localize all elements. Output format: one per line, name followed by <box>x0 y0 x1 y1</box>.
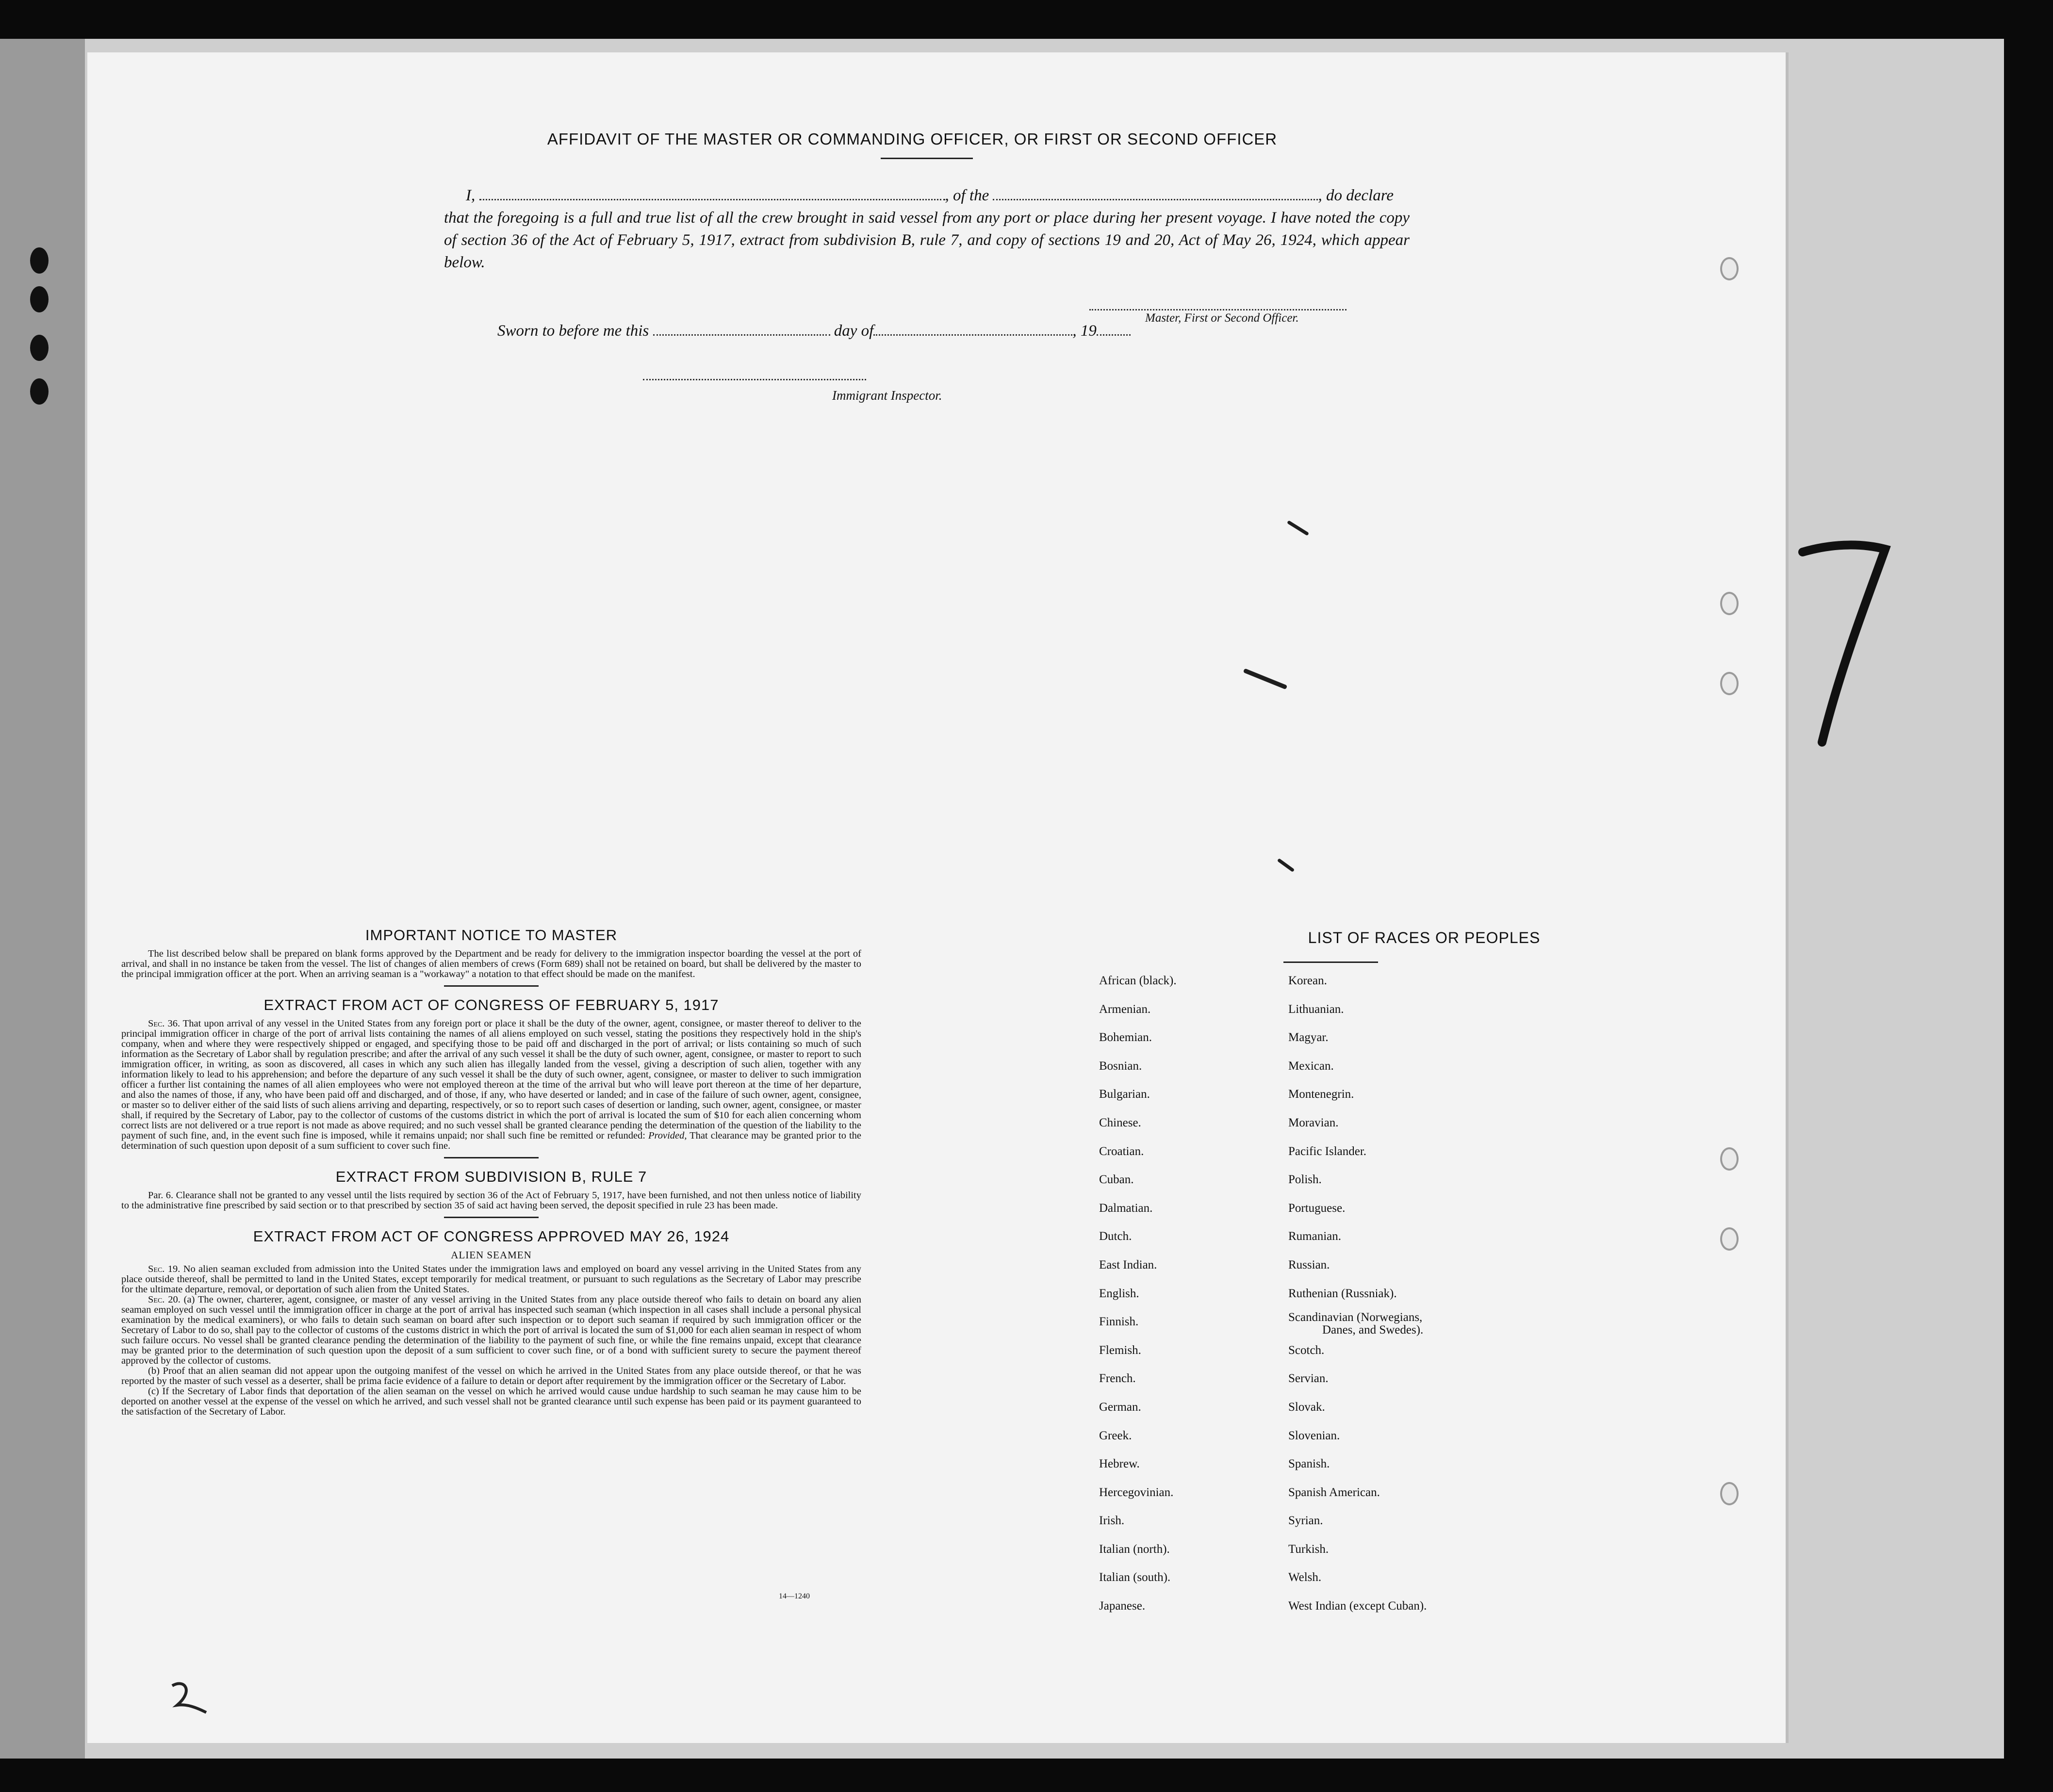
race-item: Russian. <box>1288 1258 1330 1271</box>
sworn-year: , 19 <box>1072 322 1097 340</box>
extract-1917-text <box>121 1019 861 1151</box>
sec-36-provided: Provided, <box>648 1130 687 1141</box>
punch-hole <box>1720 1482 1739 1505</box>
race-item: Greek. <box>1099 1429 1132 1442</box>
race-item: Flemish. <box>1099 1343 1141 1357</box>
race-item: Croatian. <box>1099 1144 1144 1158</box>
sec-20a-body: (a) The owner, charterer, agent, consignee, or master of any vessel arriving in the United States from any place outside thereof who fails to detain on board any alien seaman employed on such vessel until the immigration officer in charge at the port of arrival has inspected such seaman (which inspection in all cases shall include a personal physical examination by the medical examiners), or who fails to detain such seaman on board after such inspection or to deport such seaman if required by such immigration officer or the Secretary of Labor to do so, shall pay to the collector of customs of the customs district in which the port of arrival is located the sum of $1,000 for each alien seaman in respect of whom such failure occurs. No vessel shall be granted clearance pending the determination of the liability to the payment of such fine, or while the fine remains unpaid, except that clearance may be granted prior to the determination of such question upon the deposit of a sum sufficient to cover such fine, or of a bond with sufficient surety to secure the payment thereof approved by the collector of customs. <box>121 1294 861 1366</box>
race-item: Italian (south). <box>1099 1571 1171 1584</box>
punch-hole <box>1720 257 1739 280</box>
race-item: Lithuanian. <box>1288 1002 1344 1016</box>
sec-36-end: That clearance may be granted prior to the determination of such question upon deposit of a sum sufficient to cover such fine. <box>121 1130 861 1151</box>
section-rule <box>444 1157 539 1158</box>
affidavit-of-the: , of the <box>945 187 989 204</box>
master-signature-line[interactable] <box>1089 309 1347 310</box>
race-item: Dalmatian. <box>1099 1201 1153 1215</box>
race-item: Ruthenian (Russniak). <box>1288 1287 1397 1300</box>
sworn-prefix: Sworn to before me this <box>497 322 649 340</box>
binder-hole <box>30 335 49 361</box>
race-item-line: Danes, and Swedes). <box>1322 1323 1424 1337</box>
affidavit-declarant-prefix: I, <box>466 187 476 204</box>
race-item: East Indian. <box>1099 1258 1157 1271</box>
race-item: Montenegrin. <box>1288 1088 1354 1101</box>
vessel-name-blank[interactable] <box>993 199 1318 200</box>
race-item: Bohemian. <box>1099 1031 1152 1044</box>
race-item: Rumanian. <box>1288 1230 1342 1243</box>
race-item-line: Scandinavian (Norwegians, <box>1288 1311 1423 1324</box>
race-item: Korean. <box>1288 974 1327 987</box>
race-item: Polish. <box>1288 1173 1322 1187</box>
race-item: Spanish. <box>1288 1457 1330 1471</box>
race-item: Welsh. <box>1288 1571 1322 1584</box>
sworn-statement <box>497 322 1177 340</box>
binder-hole <box>30 247 49 274</box>
section-rule <box>444 985 539 987</box>
race-item: Mexican. <box>1288 1059 1334 1073</box>
sec-20a-text <box>121 1295 861 1366</box>
race-item: Chinese. <box>1099 1116 1141 1129</box>
extract-rule7-title: EXTRACT FROM SUBDIVISION B, RULE 7 <box>335 1168 647 1185</box>
races-title-rule <box>1283 961 1378 963</box>
sec-19-label: Sec. 19. <box>148 1264 181 1274</box>
handwritten-mark <box>167 1678 211 1717</box>
race-item: English. <box>1099 1287 1139 1300</box>
legal-extracts-column <box>121 927 861 1417</box>
inspector-signature-line[interactable] <box>643 379 866 380</box>
race-item: Spanish American. <box>1288 1485 1380 1499</box>
binder-hole <box>30 378 49 405</box>
affidavit-body-text: that the foregoing is a full and true list of all the crew brought in said vessel from any port or place during her present voyage. I have noted the copy of section 36 of the Act of February 5, 1917, extract from subdivision B, rule 7, and copy of sections 19 and 20, Act of May 26, 1924, which appear below. <box>444 209 1410 271</box>
race-item: Dutch. <box>1099 1230 1132 1243</box>
race-item: Italian (north). <box>1099 1542 1170 1556</box>
race-item: Magyar. <box>1288 1031 1329 1044</box>
sec-19-body: No alien seaman excluded from admission into the United States under the immigration laws and employed on board any vessel arriving in the United States from any place outside thereof, shall be permitted to land in the United States, except temporarily for medical treatment, or pursuant to such regulations as the Secretary of Labor may prescribe for the ultimate departure, removal, or deportation of such alien from the United States. <box>121 1264 862 1295</box>
race-item: Bulgarian. <box>1099 1088 1150 1101</box>
race-item: Irish. <box>1099 1514 1125 1528</box>
sec-20-label: Sec. 20. <box>148 1294 181 1305</box>
sec-36-main: That upon arrival of any vessel in the United States from any foreign port or place it shall be the duty of the owner, agent, consignee, or master thereof to deliver to the principal immigration officer in charge of the port of arrival lists containing the names of all aliens employed on such vessel, stating the positions they respectively hold in the ship's company, when and where they were respectively shipped or engaged, and specifying those to be paid off and discharged in the port of arrival; or lists containing so much of such information as the Secretary of Labor shall by regulation prescribe; and after the arrival of any such vessel it shall be the duty of such owner, agent, consignee, or master to report to such immigration officer, in writing, as soon as discovered, all cases in which any such alien has illegally landed from the vessel, giving a description of such alien, together with any information likely to lead to his apprehension; and before the departure of any such vessel it shall be the duty of such owner, agent, consignee, or master to deliver to such immigration officer a further list containing the names of all alien employees who were not employed thereon at the time of the arrival but who will leave port thereon at the time of her departure, and also the names of those, if any, who have been paid off and discharged, and of those, if any, who have deserted or landed; and in case of the failure of such owner, agent, consignee, or master so to deliver either of the said lists of such aliens arriving and departing, respectively, or so to report such cases of desertion or landing, such owner, agent, consignee, or master shall, if required by the Secretary of Labor, pay to the collector of customs of the customs district in which the port of arrival is located the sum of $10 for each alien concerning whom correct lists are not delivered or a true report is not made as above required; and no such vessel shall be granted clearance pending the determination of the question of the liability to the payment of such fine, and, in the event such fine is imposed, while it remains unpaid; nor shall such fine be remitted or refunded: <box>121 1018 862 1141</box>
sworn-day-of: day of <box>834 322 874 340</box>
race-item: Slovenian. <box>1288 1429 1340 1442</box>
race-item-two-line <box>1288 1311 1531 1340</box>
race-item: Hercegovinian. <box>1099 1485 1174 1499</box>
form-number: 14—1240 <box>779 1592 810 1600</box>
race-item: German. <box>1099 1400 1141 1414</box>
inspector-signature-label: Immigrant Inspector. <box>832 388 942 403</box>
title-rule <box>881 158 973 159</box>
notice-text: The list described below shall be prepared on blank forms approved by the Department and be ready for delivery to the immigration inspector boarding the vessel at the port of arrival, and shall in no instance be taken from the vessel. The list of changes of alien members of crews (Form 689) shall not be retained on board, but shall be delivered by the master to the principal immigration officer at the port. When an arriving seaman is a "workaway" a notation to that effect should be made on the manifest. <box>121 948 861 979</box>
race-item: Pacific Islander. <box>1288 1144 1367 1158</box>
race-item: Hebrew. <box>1099 1457 1140 1471</box>
race-item: Finnish. <box>1099 1315 1139 1329</box>
races-column-2 <box>1288 970 1531 1624</box>
race-item: Slovak. <box>1288 1400 1325 1414</box>
sworn-month-blank[interactable] <box>873 334 1072 336</box>
extract-rule7-text: Par. 6. Clearance shall not be granted to any vessel until the lists required by section 36 of the Act of February 5, 1917, have been furnished, and not then unless notice of liability to the administrative fine prescribed by said section or to that prescribed by section 35 of said act having been served, the deposit specified in rule 23 has been made. <box>121 1190 861 1211</box>
affidavit-do-declare: , do declare <box>1318 187 1394 204</box>
race-item: Moravian. <box>1288 1116 1339 1129</box>
sec-19-text <box>121 1264 861 1295</box>
race-item: Scotch. <box>1288 1343 1325 1357</box>
affidavit-statement <box>444 184 1410 274</box>
race-item: Armenian. <box>1099 1002 1151 1016</box>
race-item: Bosnian. <box>1099 1059 1142 1073</box>
race-item: Syrian. <box>1288 1514 1323 1528</box>
punch-hole <box>1720 672 1739 695</box>
race-item: Servian. <box>1288 1372 1329 1385</box>
master-signature-label: Master, First or Second Officer. <box>1145 311 1299 325</box>
race-item: Cuban. <box>1099 1173 1134 1187</box>
affidavit-title: AFFIDAVIT OF THE MASTER OR COMMANDING OFFICER, OR FIRST OR SECOND OFFICER <box>547 130 1278 148</box>
extract-1924-title: EXTRACT FROM ACT OF CONGRESS APPROVED MAY 26, 1924 <box>253 1228 730 1245</box>
punch-hole <box>1720 592 1739 615</box>
races-title: LIST OF RACES OR PEOPLES <box>1308 929 1541 946</box>
handwritten-seven <box>1795 538 1902 752</box>
sec-20b-text: (b) Proof that an alien seaman did not appear upon the outgoing manifest of the vessel on which he arrived in the United States from any place outside thereof, or that he was reported by the master of such vessel as a deserter, shall be prima facie evidence of a failure to detain or deport after requirement by the immigration officer or the Secretary of Labor. <box>121 1366 861 1386</box>
section-rule <box>444 1217 539 1218</box>
declarant-name-blank[interactable] <box>479 199 945 200</box>
race-item: Portuguese. <box>1288 1201 1346 1215</box>
race-item: French. <box>1099 1372 1136 1385</box>
race-item: African (black). <box>1099 974 1177 987</box>
alien-seamen-subtitle: ALIEN SEAMEN <box>451 1249 532 1261</box>
notice-title: IMPORTANT NOTICE TO MASTER <box>365 927 618 944</box>
sworn-day-blank[interactable] <box>653 334 830 336</box>
race-item: Turkish. <box>1288 1542 1329 1556</box>
extract-1917-title: EXTRACT FROM ACT OF CONGRESS OF FEBRUARY 5, 1917 <box>263 996 719 1013</box>
binder-hole <box>30 286 49 312</box>
sec-20c-text: (c) If the Secretary of Labor finds that deportation of the alien seaman on the vessel on which he arrived would cause undue hardship to such seaman he may cause him to be deported on another vessel at the expense of the vessel on which he arrived, and such vessel shall not be granted clearance until such expense has been paid or its payment guaranteed to the satisfaction of the Secretary of Labor. <box>121 1386 861 1417</box>
race-item: Japanese. <box>1099 1599 1146 1613</box>
punch-hole <box>1720 1147 1739 1171</box>
race-item: West Indian (except Cuban). <box>1288 1599 1427 1613</box>
form-page <box>87 52 1789 1743</box>
punch-hole <box>1720 1227 1739 1251</box>
sworn-year-blank[interactable] <box>1097 334 1131 336</box>
sec-36-label: Sec. 36. <box>148 1018 181 1029</box>
